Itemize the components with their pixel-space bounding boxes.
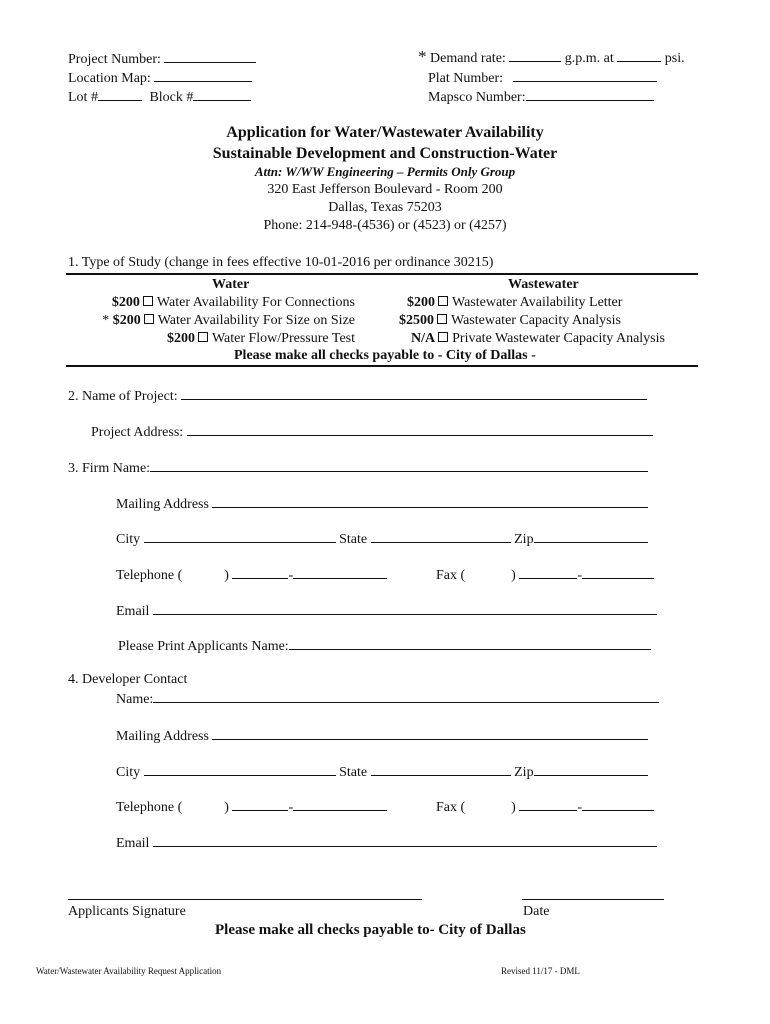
applicant-print-name-field[interactable] [118, 637, 651, 654]
water-option-connections[interactable] [112, 296, 355, 310]
project-address-line[interactable] [187, 423, 653, 436]
date-line[interactable] [522, 899, 664, 900]
checkbox[interactable] [198, 332, 208, 342]
demand-star: * [418, 47, 427, 66]
email-label: Email [116, 604, 150, 619]
project-address-label: Project Address: [91, 425, 184, 440]
footer-revision: Revised 11/17 - DML [501, 966, 580, 976]
fax-number-line[interactable] [582, 566, 654, 579]
telephone-label: Telephone ( [116, 568, 183, 583]
signature-checks-note: Please make all checks payable to- City of Dallas [215, 922, 526, 938]
developer-name-line[interactable] [153, 690, 659, 703]
study-type-label: 1. Type of Study (change in fees effective 10-01-2016 per ordinance 30215) [68, 255, 494, 270]
project-number-label: Project Number: [68, 52, 161, 67]
email-label: Email [116, 836, 150, 851]
wastewater-option-capacity[interactable] [399, 314, 621, 328]
mailing-address-line[interactable] [212, 495, 648, 508]
water-option-flow[interactable] [167, 332, 355, 346]
state-label: State [339, 765, 368, 780]
telephone-label: Telephone ( [116, 800, 183, 815]
firm-name-label: 3. Firm Name: [68, 461, 151, 476]
water-option-label: Water Availability For Size on Size [157, 313, 355, 328]
name-label: Name: [116, 692, 154, 707]
wastewater-option-label: Wastewater Capacity Analysis [451, 313, 621, 328]
wastewater-option-price: N/A [411, 331, 436, 346]
location-map-field[interactable] [68, 69, 252, 86]
fax-label: Fax ( [436, 800, 466, 815]
demand-psi-line[interactable] [617, 49, 661, 62]
psi-label: psi. [664, 51, 685, 66]
state-line[interactable] [371, 530, 511, 543]
mapsco-number-label: Mapsco Number: [428, 90, 526, 105]
water-option-price: $200 [111, 295, 140, 310]
mailing-address-line[interactable] [212, 727, 648, 740]
print-name-label: Please Print Applicants Name: [118, 639, 289, 654]
email-line[interactable] [153, 602, 657, 615]
plat-number-label: Plat Number: [428, 71, 504, 86]
project-address-field[interactable] [91, 423, 653, 440]
form-subtitle: Sustainable Development and Construction-Water [212, 145, 558, 162]
wastewater-option-label: Wastewater Availability Letter [452, 295, 623, 310]
wastewater-heading: Wastewater [508, 277, 579, 292]
study-bottom-rule [66, 365, 698, 367]
mailing-address-label: Mailing Address [116, 497, 209, 512]
lot-block-field[interactable] [68, 88, 251, 105]
city-line[interactable] [144, 530, 336, 543]
attention-line: Attn: W/WW Engineering – Permits Only Group [254, 164, 516, 179]
mapsco-number-field[interactable] [428, 88, 654, 105]
city-label: City [116, 765, 141, 780]
gpm-at-label: g.p.m. at [564, 51, 614, 66]
study-top-rule [66, 273, 698, 275]
fax-label: Fax ( [436, 568, 466, 583]
fax-prefix-line[interactable] [519, 566, 577, 579]
checkbox[interactable] [437, 314, 447, 324]
water-option-size[interactable]: * $200 Water Availability For Size on Size [102, 313, 355, 328]
wastewater-option-label: Private Wastewater Capacity Analysis [452, 331, 665, 346]
applicant-signature-label: Applicants Signature [68, 904, 186, 919]
telephone-number-line[interactable] [293, 798, 387, 811]
developer-fax-field[interactable]: Fax ( ) - [436, 798, 654, 815]
telephone-prefix-line[interactable] [232, 798, 288, 811]
plat-number-field[interactable] [428, 69, 657, 86]
form-title: Application for Water/Wastewater Availability [226, 124, 544, 141]
checkbox[interactable] [144, 314, 154, 324]
fax-number-line[interactable] [582, 798, 654, 811]
firm-name-line[interactable] [150, 459, 648, 472]
developer-city-state-zip-field[interactable] [116, 763, 648, 780]
state-label: State [339, 532, 368, 547]
checkbox[interactable] [143, 296, 153, 306]
project-name-label: 2. Name of Project: [68, 389, 178, 404]
wastewater-option-private[interactable] [411, 332, 665, 346]
demand-rate-label: Demand rate: [430, 51, 506, 66]
water-heading: Water [212, 277, 250, 292]
city-label: City [116, 532, 141, 547]
developer-name-field[interactable] [116, 690, 659, 707]
project-number-line[interactable] [164, 50, 256, 63]
lot-label: Lot # [68, 90, 98, 105]
developer-contact-label: 4. Developer Contact [68, 672, 188, 687]
water-option-price: $200 [112, 313, 141, 328]
office-phone: Phone: 214-948-(4536) or (4523) or (4257) [263, 218, 507, 233]
checkbox[interactable] [438, 296, 448, 306]
developer-email-field[interactable] [116, 834, 657, 851]
applicant-signature-line[interactable] [68, 899, 422, 900]
mapsco-number-line[interactable] [526, 88, 654, 101]
office-address-line1: 320 East Jefferson Boulevard - Room 200 [267, 182, 503, 197]
wastewater-option-letter[interactable] [407, 296, 622, 310]
fax-prefix-line[interactable] [519, 798, 577, 811]
water-option-label: Water Availability For Connections [156, 295, 355, 310]
zip-line[interactable] [534, 763, 648, 776]
demand-gpm-line[interactable] [509, 49, 561, 62]
firm-city-state-zip-field[interactable] [116, 530, 648, 547]
firm-mailing-address-field[interactable] [116, 495, 648, 512]
firm-telephone-field[interactable]: Telephone ( ) - [116, 566, 387, 583]
project-name-line[interactable] [181, 387, 647, 400]
developer-telephone-field[interactable]: Telephone ( ) - [116, 798, 387, 815]
location-map-line[interactable] [154, 69, 252, 82]
footer-form-name: Water/Wastewater Availability Request Application [36, 966, 222, 976]
plat-number-line[interactable] [513, 69, 657, 82]
wastewater-option-price: $2500 [399, 313, 434, 328]
firm-name-field[interactable] [68, 459, 648, 476]
zip-label: Zip [514, 532, 534, 547]
developer-mailing-address-field[interactable] [116, 727, 648, 744]
lot-line[interactable] [98, 88, 142, 101]
state-line[interactable] [371, 763, 511, 776]
project-number-field[interactable] [68, 50, 256, 67]
demand-rate-field[interactable] [418, 48, 685, 66]
date-label: Date [523, 904, 550, 919]
block-label: Block # [149, 90, 194, 105]
water-option-price: $200 [166, 331, 195, 346]
project-name-field[interactable] [68, 387, 647, 404]
print-name-line[interactable] [289, 637, 651, 650]
location-map-label: Location Map: [68, 71, 151, 86]
firm-email-field[interactable] [116, 602, 657, 619]
mailing-address-label: Mailing Address [116, 729, 209, 744]
telephone-prefix-line[interactable] [232, 566, 288, 579]
study-checks-note: Please make all checks payable to - City of Dallas - [234, 348, 536, 363]
city-line[interactable] [144, 763, 336, 776]
office-address-line2: Dallas, Texas 75203 [328, 200, 442, 215]
firm-fax-field[interactable]: Fax ( ) - [436, 566, 654, 583]
zip-label: Zip [514, 765, 534, 780]
email-line[interactable] [153, 834, 657, 847]
zip-line[interactable] [534, 530, 648, 543]
water-option-label: Water Flow/Pressure Test [211, 331, 355, 346]
checkbox[interactable] [438, 332, 448, 342]
wastewater-option-price: $200 [407, 295, 435, 310]
block-line[interactable] [193, 88, 251, 101]
telephone-number-line[interactable] [293, 566, 387, 579]
